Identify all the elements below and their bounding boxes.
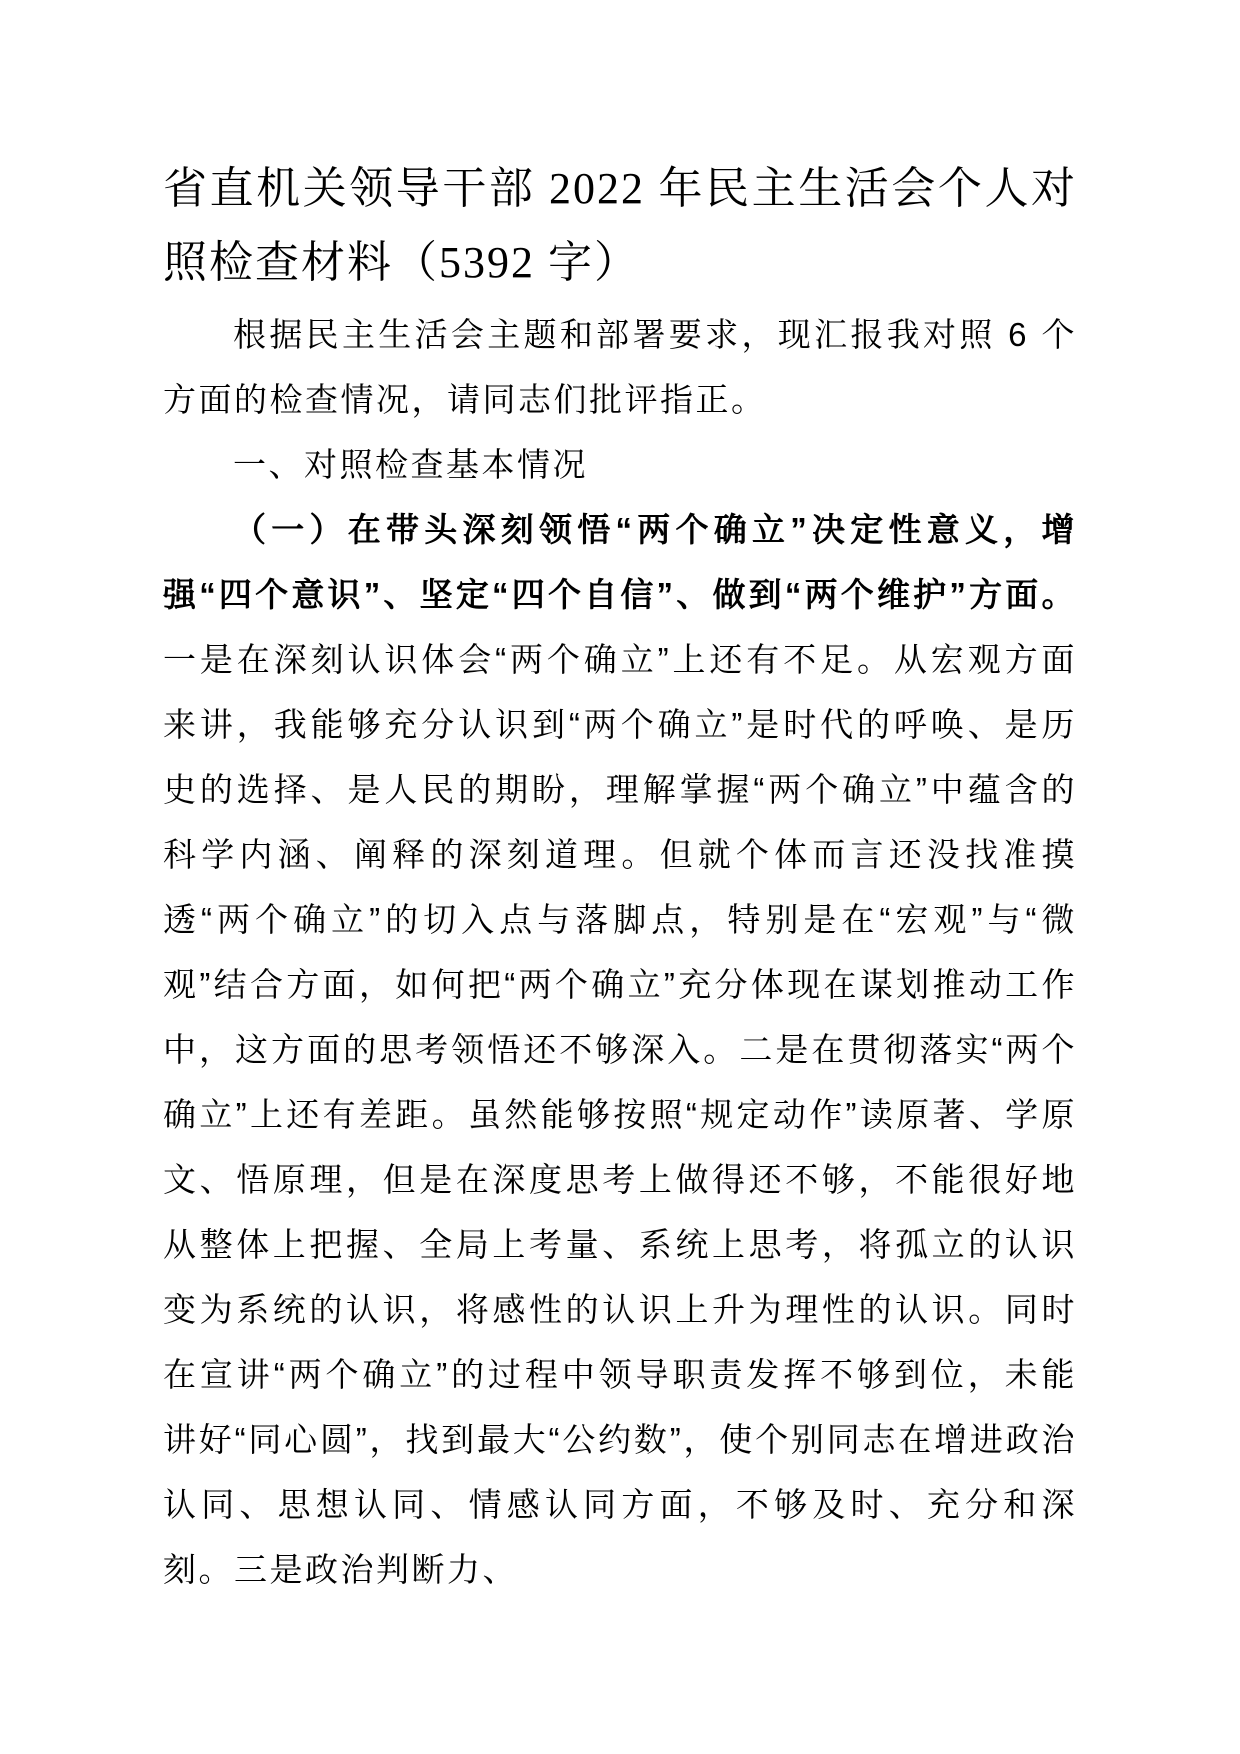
intro-paragraph: 根据民主生活会主题和部署要求，现汇报我对照 6 个方面的检查情况，请同志们批评指正。 (163, 316, 1077, 418)
subsection-paragraph (163, 497, 1077, 1602)
document-title: 省直机关领导干部 2022 年民主生活会个人对照检查材料（5392 字） (163, 164, 1077, 287)
subsection-lead-bold: （一）在带头深刻领悟“两个确立”决定性意义，增强“四个意识”、坚定“四个自信”、做到“两个维护”方面。 (163, 511, 1077, 613)
section-heading: 一、对照检查基本情况 (233, 446, 588, 483)
subsection-body-text: 一是在深刻认识体会“两个确立”上还有不足。从宏观方面来讲，我能够充分认识到“两个确立”是时代的呼唤、是历史的选择、是人民的期盼，理解掌握“两个确立”中蕴含的科学内涵、阐释的深刻道理。但就个体而言还没找准摸透“两个确立”的切入点与落脚点，特别是在“宏观”与“微观”结合方面，如何把“两个确立”充分体现在谋划推动工作中，这方面的思考领悟还不够深入。二是在贯彻落实“两个确立”上还有差距。虽然能够按照“规定动作”读原著、学原文、悟原理，但是在深度思考上做得还不够，不能很好地从整体上把握、全局上考量、系统上思考，将孤立的认识变为系统的认识，将感性的认识上升为理性的认识。同时在宣讲“两个确立”的过程中领导职责发挥不够到位，未能讲好“同心圆”，找到最大“公约数”，使个别同志在增进政治认同、思想认同、情感认同方面，不够及时、充分和深刻。三是政治判断力、 (163, 641, 1077, 1588)
